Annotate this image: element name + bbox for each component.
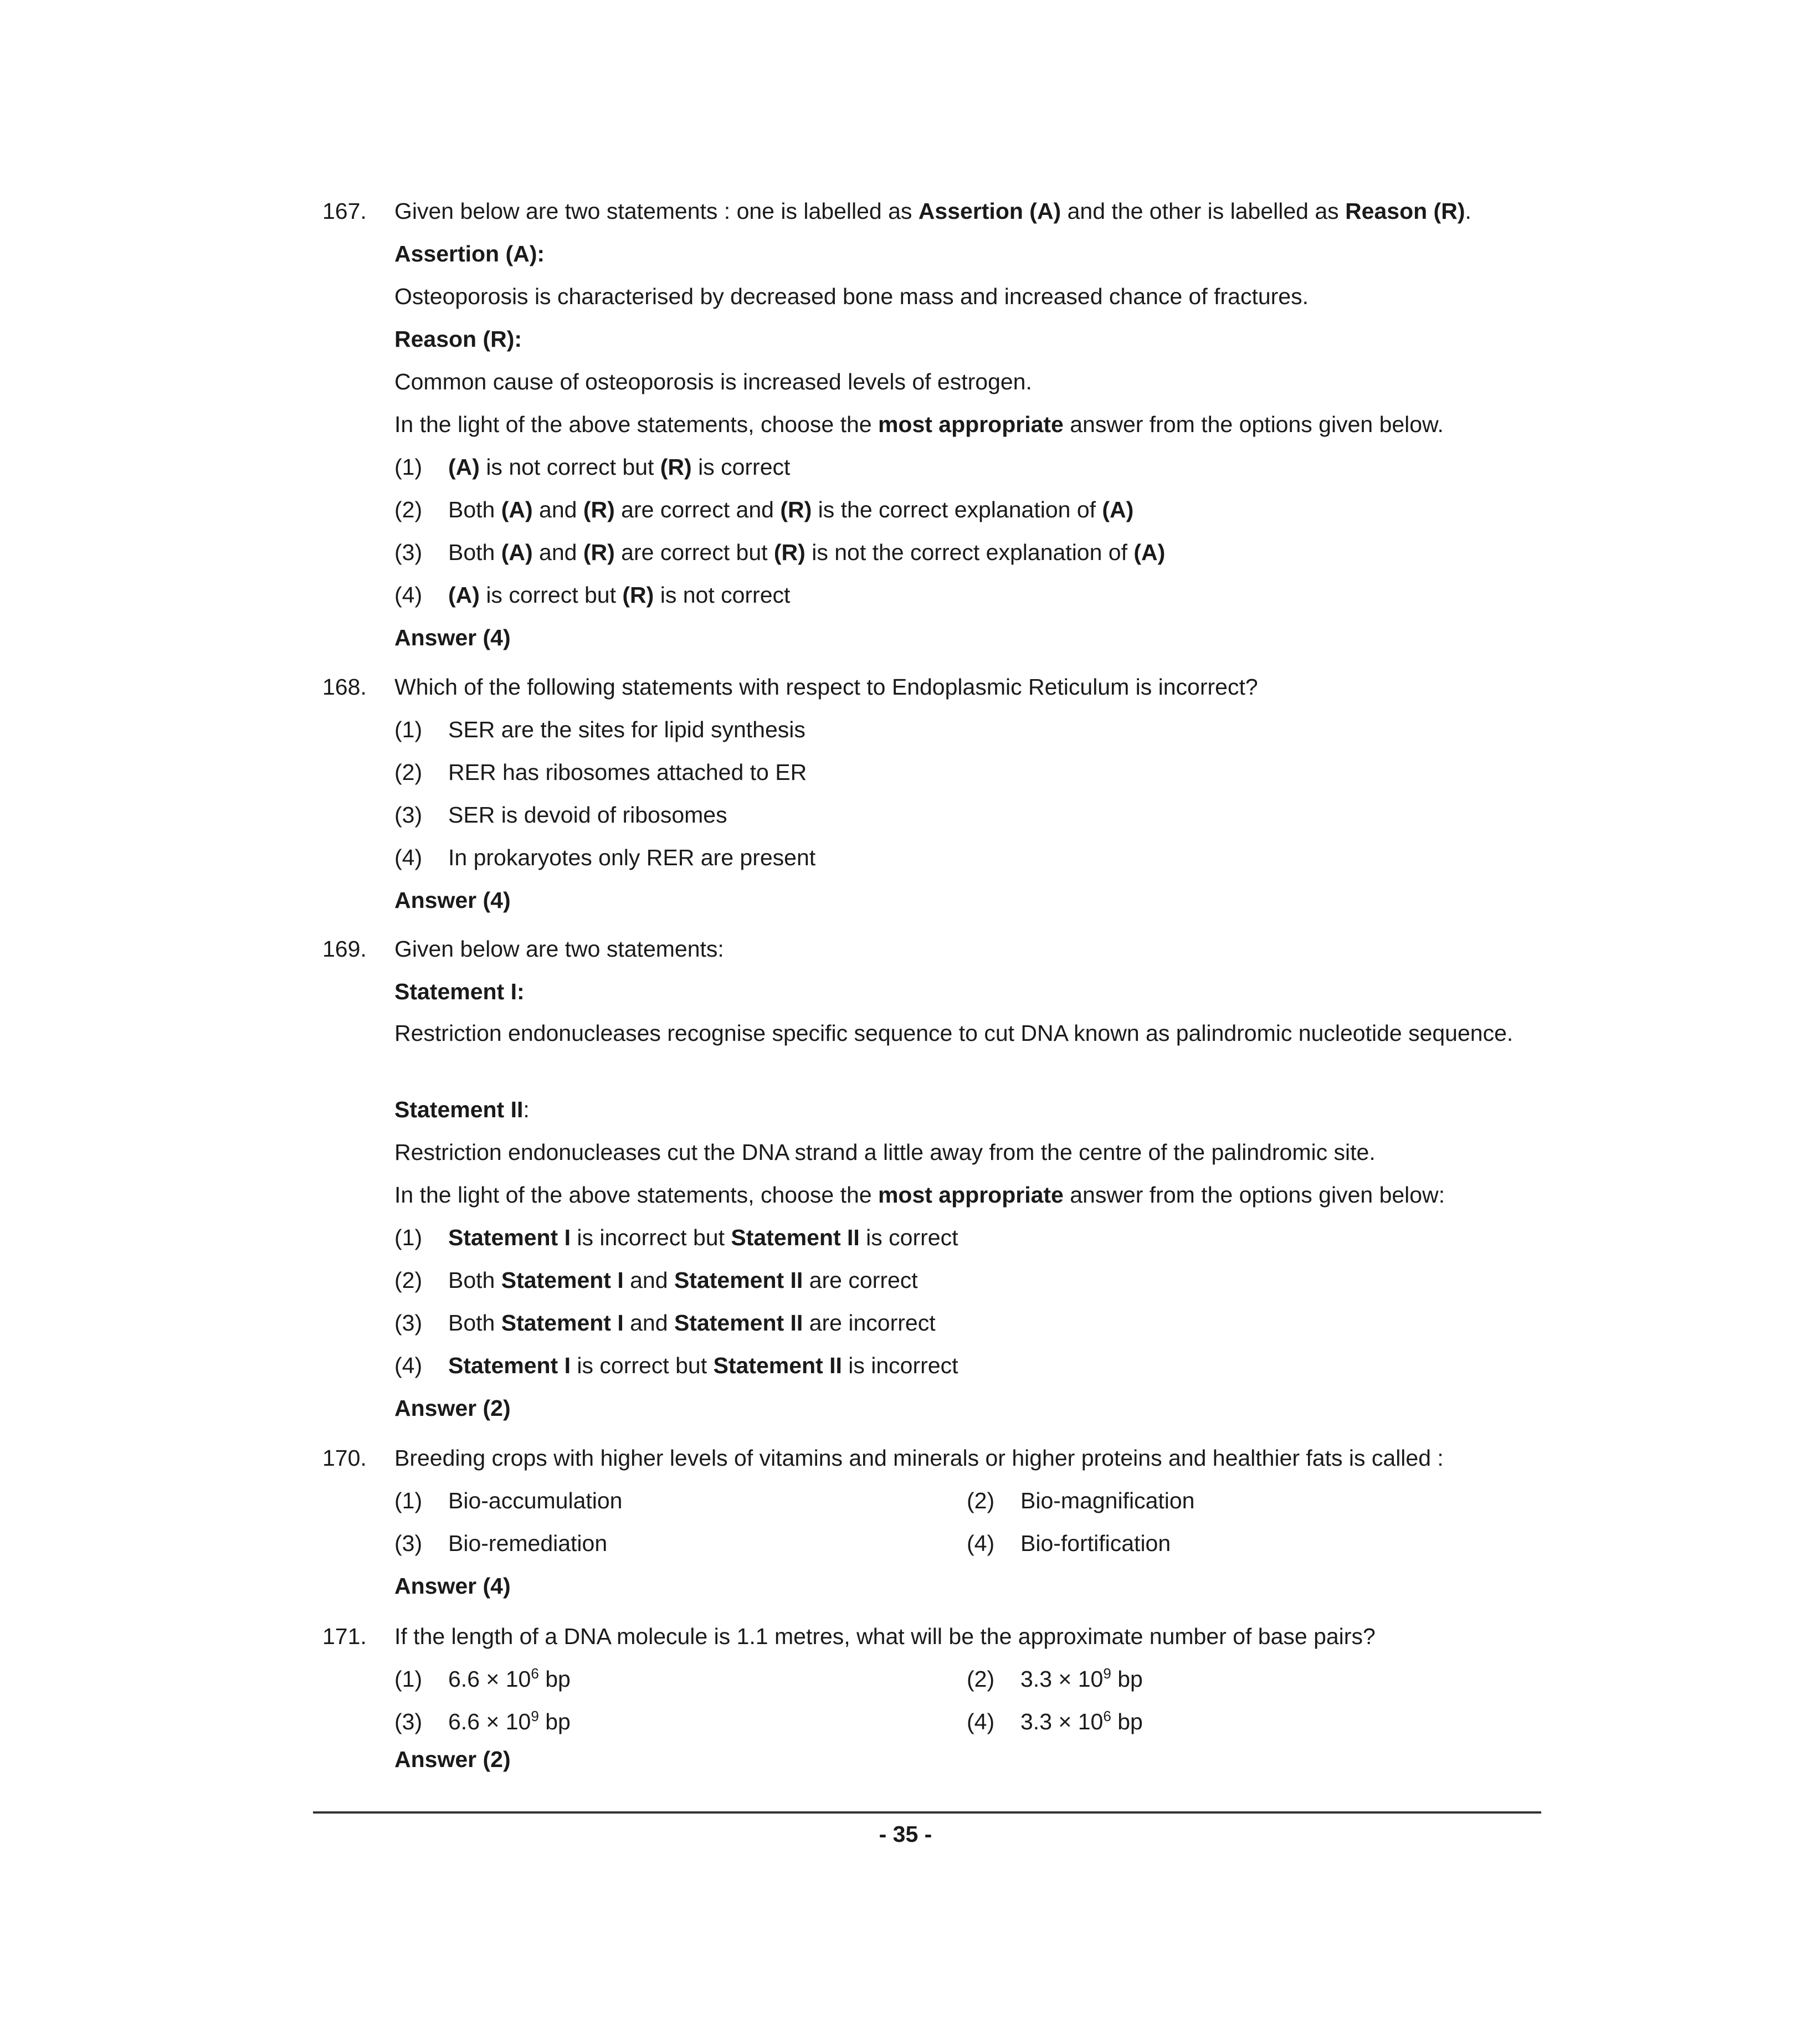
- question-text: Given below are two statements : one is labelled as Assertion (A) and the other is labelled as Reason (R).: [394, 198, 1471, 224]
- option-number: (2): [394, 759, 423, 785]
- option-2[interactable]: (2) RER has ribosomes attached to ER: [394, 759, 807, 785]
- option-1[interactable]: (1) $6.6 \times 10^6$ bp: [394, 1665, 571, 1692]
- statement-2-text: Restriction endonucleases cut the DNA strand a little away from the centre of the palindromic site.: [394, 1139, 1376, 1165]
- option-1[interactable]: (1) Bio-accumulation: [394, 1488, 623, 1513]
- statement-2-heading: Statement II:: [394, 1097, 530, 1122]
- option-number: (1): [394, 1666, 423, 1692]
- option-3[interactable]: (3) Both Statement I and Statement II are incorrect: [394, 1310, 936, 1336]
- option-1[interactable]: (1) SER are the sites for lipid synthesis: [394, 717, 806, 742]
- option-4[interactable]: (4) Statement I is correct but Statement II is incorrect: [394, 1353, 958, 1378]
- option-1[interactable]: (1) Statement I is incorrect but Statement II is correct: [394, 1225, 958, 1250]
- option-number: (2): [394, 497, 423, 522]
- reason-text: Common cause of osteoporosis is increased levels of estrogen.: [394, 369, 1032, 394]
- instruction-text: In the light of the above statements, choose the most appropriate answer from the options given below:: [394, 1182, 1445, 1208]
- answer-label: Answer (2): [394, 1747, 511, 1772]
- question-text: Given below are two statements:: [394, 936, 724, 962]
- option-number: (4): [967, 1709, 995, 1734]
- question-number: 168.: [322, 674, 367, 700]
- assertion-heading: Assertion (A):: [394, 241, 545, 266]
- option-number: (3): [394, 1531, 423, 1556]
- option-number: (4): [394, 845, 423, 870]
- option-number: (1): [394, 1225, 423, 1250]
- option-3[interactable]: (3) SER is devoid of ribosomes: [394, 802, 727, 828]
- option-2[interactable]: (2) Bio-magnification: [967, 1488, 1195, 1513]
- option-number: (2): [967, 1666, 995, 1692]
- option-4[interactable]: (4) $3.3 \times 10^6$ bp: [967, 1708, 1143, 1734]
- option-2[interactable]: (2) $3.3 \times 10^9$ bp: [967, 1665, 1143, 1692]
- question-text: Breeding crops with higher levels of vitamins and minerals or higher proteins and healthier fats is called :: [394, 1445, 1444, 1471]
- option-number: (2): [967, 1488, 995, 1513]
- reason-heading: Reason (R):: [394, 326, 522, 352]
- option-number: (3): [394, 1709, 423, 1734]
- answer-label: Answer (4): [394, 625, 511, 650]
- option-4[interactable]: (4) Bio-fortification: [967, 1531, 1171, 1556]
- option-number: (4): [967, 1531, 995, 1556]
- answer-label: Answer (2): [394, 1395, 511, 1421]
- question-text: If the length of a DNA molecule is 1.1 metres, what will be the approximate number of base pairs?: [394, 1624, 1376, 1649]
- option-number: (4): [394, 582, 423, 608]
- option-3[interactable]: (3) Both (A) and (R) are correct but (R) is not the correct explanation of (A): [394, 540, 1166, 565]
- option-2[interactable]: (2) Both (A) and (R) are correct and (R) is the correct explanation of (A): [394, 497, 1134, 522]
- footer-divider: [313, 1811, 1541, 1814]
- assertion-text: Osteoporosis is characterised by decreased bone mass and increased chance of fractures.: [394, 284, 1309, 309]
- option-3[interactable]: (3) $6.6 \times 10^9$ bp: [394, 1708, 571, 1734]
- statement-1-heading: Statement I:: [394, 979, 525, 1004]
- statement-1-text: Restriction endonucleases recognise specific sequence to cut DNA known as palindromic nucleotide sequence.: [394, 1020, 1514, 1046]
- option-number: (4): [394, 1353, 423, 1378]
- option-number: (1): [394, 454, 423, 480]
- question-number: 170.: [322, 1445, 367, 1471]
- page-number: - 35 -: [879, 1821, 932, 1847]
- question-number: 167.: [322, 198, 367, 224]
- answer-label: Answer (4): [394, 1573, 511, 1599]
- option-number: (1): [394, 717, 423, 742]
- instruction-text: In the light of the above statements, choose the most appropriate answer from the options given below.: [394, 412, 1444, 437]
- option-number: (3): [394, 1310, 423, 1336]
- option-2[interactable]: (2) Both Statement I and Statement II are correct: [394, 1267, 918, 1293]
- option-number: (1): [394, 1488, 423, 1513]
- option-4[interactable]: (4) (A) is correct but (R) is not correct: [394, 582, 791, 608]
- question-number: 169.: [322, 936, 367, 962]
- question-text: Which of the following statements with respect to Endoplasmic Reticulum is incorrect?: [394, 674, 1258, 700]
- question-number: 171.: [322, 1624, 367, 1649]
- option-4[interactable]: (4) In prokaryotes only RER are present: [394, 845, 816, 870]
- option-number: (3): [394, 802, 423, 828]
- option-number: (3): [394, 540, 423, 565]
- answer-label: Answer (4): [394, 887, 511, 913]
- option-1[interactable]: (1) (A) is not correct but (R) is correct: [394, 454, 791, 480]
- option-number: (2): [394, 1267, 423, 1293]
- option-3[interactable]: (3) Bio-remediation: [394, 1531, 608, 1556]
